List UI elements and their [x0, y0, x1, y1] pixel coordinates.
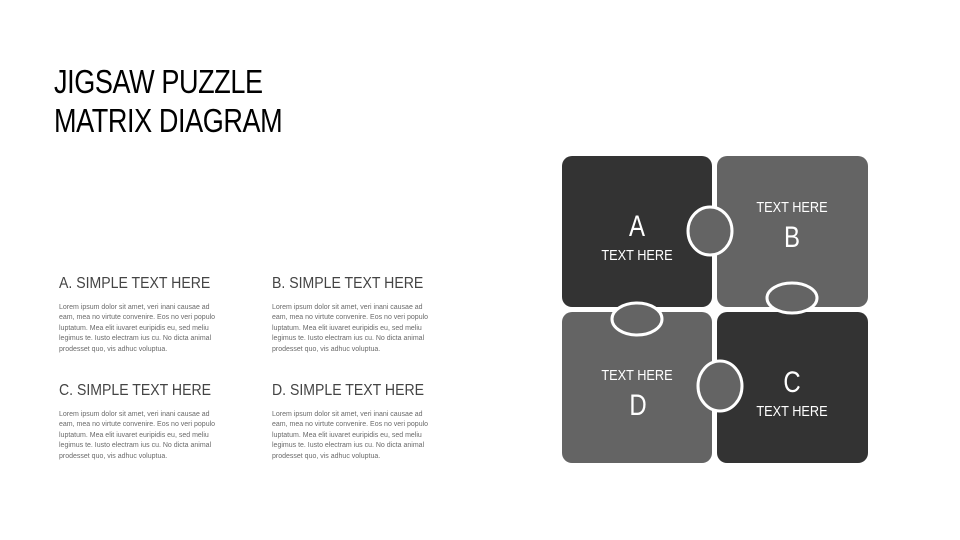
block-a-heading: A. SIMPLE TEXT HERE [59, 275, 211, 292]
puzzle-tab-b-bottom [767, 283, 817, 313]
piece-a-label: TEXT HERE [601, 245, 673, 264]
block-b-body: Lorem ipsum dolor sit amet, veri inani causae ad eam, mea no virtute convenire. Eos no veri populo luptatum. Mea elit iuvaret euripidis eu, sed meliu legimus te. Iusto electram ius cu. No dicta animal prodesset quo, vis adhuc voluptua. [272, 304, 429, 353]
puzzle-tab-b-left [688, 207, 732, 255]
title-line-2: MATRIX DIAGRAM [54, 102, 283, 139]
block-c-body: Lorem ipsum dolor sit amet, veri inani causae ad eam, mea no virtute convenire. Eos no veri populo luptatum. Mea elit iuvaret euripidis eu, sed meliu legimus te. Iusto electram ius cu. No dicta animal prodesset quo, vis adhuc voluptua. [59, 411, 216, 460]
block-a-body: Lorem ipsum dolor sit amet, veri inani causae ad eam, mea no virtute convenire. Eos no veri populo luptatum. Mea elit iuvaret euripidis eu, sed meliu legimus te. Iusto electram ius cu. No dicta animal prodesset quo, vis adhuc voluptua. [59, 304, 216, 353]
piece-b-label: TEXT HERE [756, 197, 828, 216]
puzzle-tab-d-right [698, 361, 742, 411]
piece-a-letter: A [628, 208, 646, 243]
block-b-heading: B. SIMPLE TEXT HERE [272, 275, 424, 292]
piece-d-letter: D [629, 387, 647, 422]
title-line-1: JIGSAW PUZZLE [54, 63, 263, 100]
piece-b-letter: B [783, 219, 801, 254]
piece-c-label: TEXT HERE [756, 401, 828, 420]
puzzle-tab-d-top [612, 303, 662, 335]
piece-c-letter: C [783, 364, 801, 399]
block-d-body: Lorem ipsum dolor sit amet, veri inani causae ad eam, mea no virtute convenire. Eos no veri populo luptatum. Mea elit iuvaret euripidis eu, sed meliu legimus te. Iusto electram ius cu. No dicta animal prodesset quo, vis adhuc voluptua. [272, 411, 429, 460]
piece-d-label: TEXT HERE [601, 365, 673, 384]
block-d-heading: D. SIMPLE TEXT HERE [272, 382, 425, 399]
block-c-heading: C. SIMPLE TEXT HERE [59, 382, 212, 399]
